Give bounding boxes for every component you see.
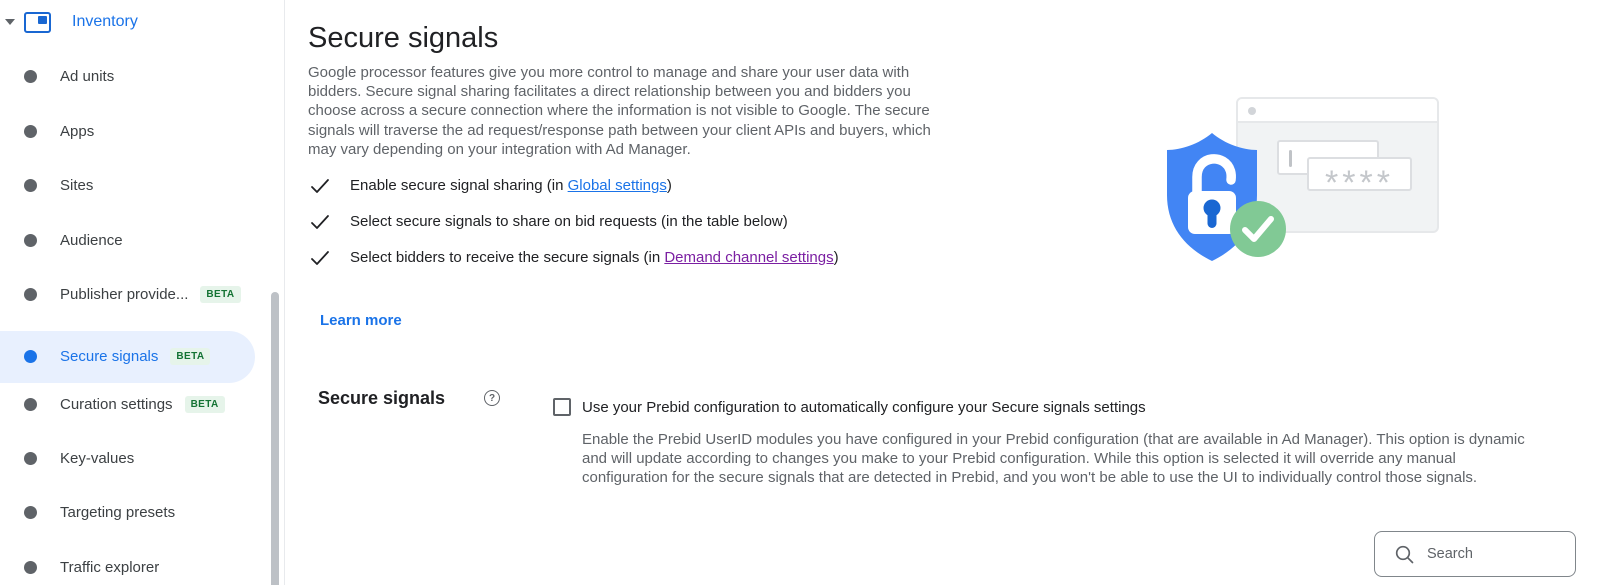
checklist-item-select-signals [310,213,788,230]
prebid-config-checkbox[interactable] [553,398,571,416]
beta-badge: BETA [200,286,240,303]
sidebar-item-secure-signals[interactable] [0,329,262,383]
sidebar-item-traffic-explorer[interactable] [0,540,262,585]
checklist-item-select-bidders [310,249,839,266]
page-description: Google processor features give you more control to manage and share your user data with bidders. Secure signal sharing facilitates a direct relationship between you and bidders you choose across a secure connection where the information is not visible to Google. The secure signals will traverse the ad request/response path between your client APIs and buyers, which may vary depending on your integration with Ad Manager. [308,64,931,158]
checkmark-icon [310,214,330,230]
bullet-icon [24,70,37,83]
inventory-sidebar [0,0,285,585]
checklist-text-pre: Select secure signals to share on bid requests (in the table below) [350,213,788,230]
sidebar-item-label: Ad units [60,67,115,85]
bullet-icon [24,350,37,363]
text-cursor-graphic [1289,150,1292,167]
checkmark-icon [310,250,330,266]
collapse-caret-icon[interactable] [5,19,15,25]
sidebar-item-label: Sites [60,176,94,194]
sidebar-item-label: Key-values [60,449,135,467]
sidebar-item-curation-settings[interactable] [0,377,262,431]
search-icon [1395,545,1414,564]
checklist-text [350,213,788,230]
secure-signals-illustration [1135,85,1465,275]
global-settings-link[interactable]: Global settings [567,177,667,194]
sidebar-header-label: Inventory [72,13,138,30]
sidebar-item-publisher-provided[interactable] [0,267,262,321]
sidebar-item-label: Audience [60,231,123,249]
bullet-icon [24,125,37,138]
sidebar-item-label: Traffic explorer [60,558,160,576]
checklist-item-enable-sharing [310,177,672,194]
password-asterisks: **** [1325,164,1394,191]
sidebar-item-ad-units[interactable] [0,49,262,103]
learn-more-link[interactable]: Learn more [320,312,402,329]
sidebar-header-inventory[interactable] [0,0,262,44]
sidebar-item-label: Curation settings [60,395,173,413]
sidebar-item-label: Publisher provide... [60,285,189,303]
beta-badge: BETA [170,348,210,365]
bullet-icon [24,452,37,465]
inventory-icon [24,12,51,33]
page-title: Secure signals [308,22,499,54]
sidebar-item-sites[interactable] [0,158,262,212]
sidebar-item-label: Secure signals [60,347,159,365]
bullet-icon [24,179,37,192]
demand-channel-settings-link[interactable]: Demand channel settings [664,249,834,266]
bullet-icon [24,398,37,411]
help-icon[interactable]: ? [484,390,500,406]
sidebar-item-audience[interactable] [0,213,262,267]
checklist-text-post: ) [666,177,672,194]
sidebar-item-key-values[interactable] [0,431,262,485]
browser-dot-icon [1248,107,1256,115]
bullet-icon [24,288,37,301]
beta-badge: BETA [185,396,225,413]
sidebar-item-targeting-presets[interactable] [0,485,262,539]
prebid-config-checkbox-label[interactable]: Use your Prebid configuration to automatically configure your Secure signals settings [582,399,1146,416]
search-input[interactable] [1427,546,1567,562]
sidebar-scrollbar[interactable] [271,292,279,585]
checklist-text-pre: Enable secure signal sharing (in [350,177,568,194]
sidebar-item-label: Targeting presets [60,503,176,521]
bullet-icon [24,561,37,574]
checklist-text [350,249,839,266]
sidebar-item-apps[interactable] [0,104,262,158]
signals-search-box[interactable] [1374,531,1576,577]
inventory-icon-square [38,16,47,24]
green-check-icon [1230,201,1286,257]
checklist-text-pre: Select bidders to receive the secure signals (in [350,249,665,266]
prebid-config-help-text: Enable the Prebid UserID modules you have configured in your Prebid configuration (that are available in Ad Manager). This option is dynamic and will update according to changes you make to your Prebid configuration. While this option is selected it will override any manual configuration for the secure signals that are detected in Prebid, and you won't be able to use the UI to individually control those signals. [582,431,1525,487]
password-input-graphic [1307,157,1412,191]
bullet-icon [24,234,37,247]
bullet-icon [24,506,37,519]
checklist-text-post: ) [833,249,839,266]
section-heading: Secure signals [318,388,446,408]
checklist-text [350,177,672,194]
browser-titlebar-graphic [1238,99,1437,123]
sidebar-item-label: Apps [60,122,95,140]
checkmark-icon [310,178,330,194]
